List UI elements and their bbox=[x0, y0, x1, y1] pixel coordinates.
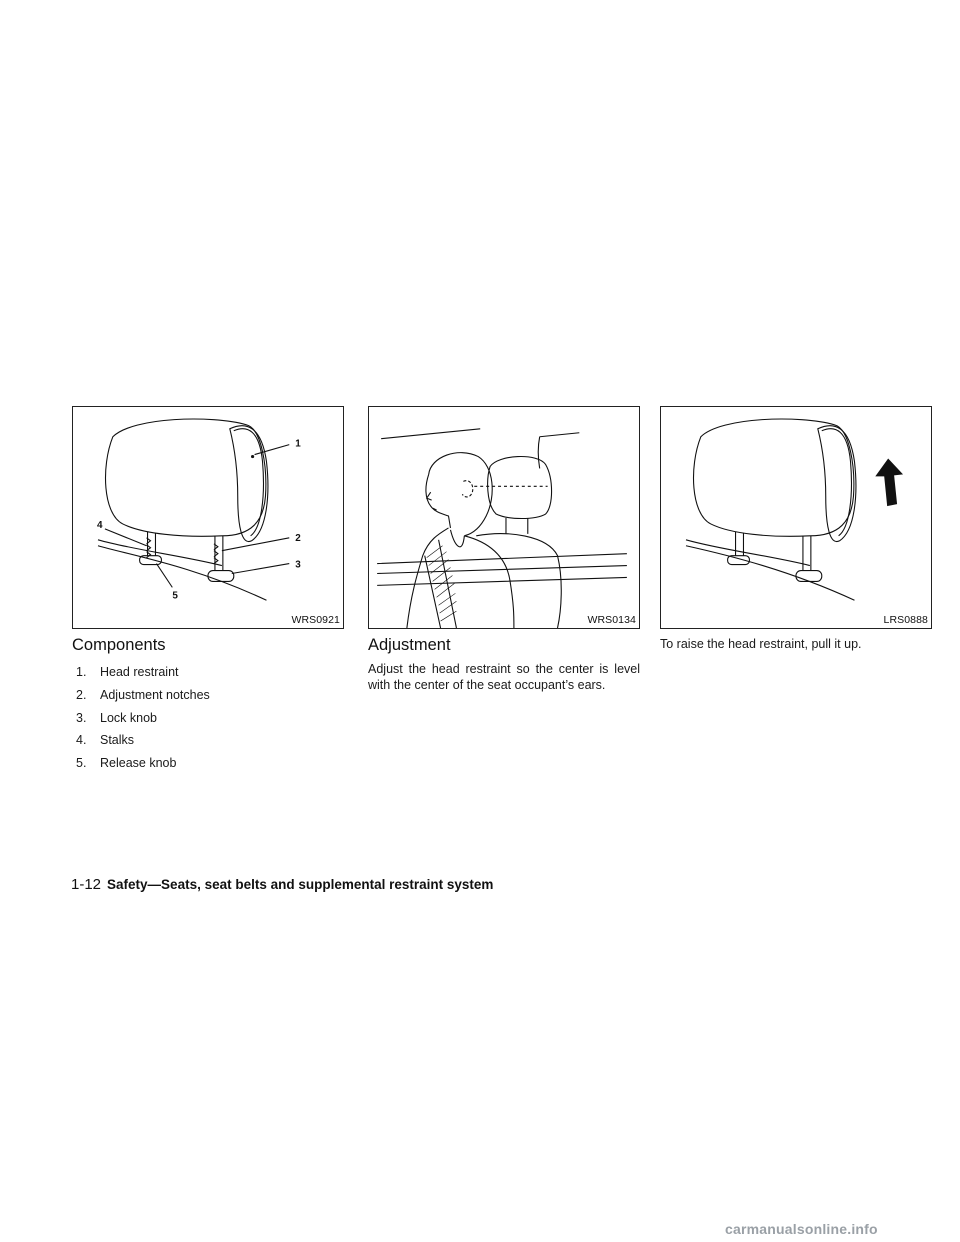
list-item: 5. Release knob bbox=[76, 756, 177, 771]
figure-components bbox=[72, 406, 344, 629]
callout-4: 4 bbox=[97, 519, 103, 531]
components-heading: Components bbox=[72, 636, 166, 654]
head-restraint-components-illustration bbox=[73, 407, 343, 628]
callout-1: 1 bbox=[295, 438, 301, 450]
adjustment-heading: Adjustment bbox=[368, 636, 451, 654]
list-item: 2. Adjustment notches bbox=[76, 687, 210, 702]
list-item: 1. Head restraint bbox=[76, 665, 179, 679]
figure-adjustment bbox=[368, 406, 640, 629]
adjustment-text: Adjust the head restraint so the center is level with the center of the seat occupant’s ears. bbox=[368, 662, 640, 692]
page-number: 1-12 bbox=[71, 876, 102, 893]
page-footer bbox=[71, 876, 493, 893]
figure-code: WRS0921 bbox=[291, 614, 340, 626]
watermark: carmanualsonline.info bbox=[725, 1221, 878, 1237]
figure-code: LRS0888 bbox=[883, 614, 928, 626]
section-title: Safety—Seats, seat belts and supplemental restraint system bbox=[107, 877, 494, 892]
head-restraint-raise-illustration bbox=[661, 407, 931, 628]
arrow-up-icon bbox=[875, 459, 903, 507]
components-list bbox=[76, 661, 210, 775]
occupant-head-restraint-illustration bbox=[369, 407, 639, 628]
figure-code: WRS0134 bbox=[587, 614, 636, 626]
callout-5: 5 bbox=[172, 590, 178, 602]
callout-3: 3 bbox=[295, 559, 301, 571]
list-item: 3. Lock knob bbox=[76, 710, 157, 725]
figure-raise bbox=[660, 406, 932, 629]
raise-text: To raise the head restraint, pull it up. bbox=[660, 637, 862, 651]
callout-2: 2 bbox=[295, 532, 301, 544]
list-item: 4. Stalks bbox=[76, 733, 135, 748]
